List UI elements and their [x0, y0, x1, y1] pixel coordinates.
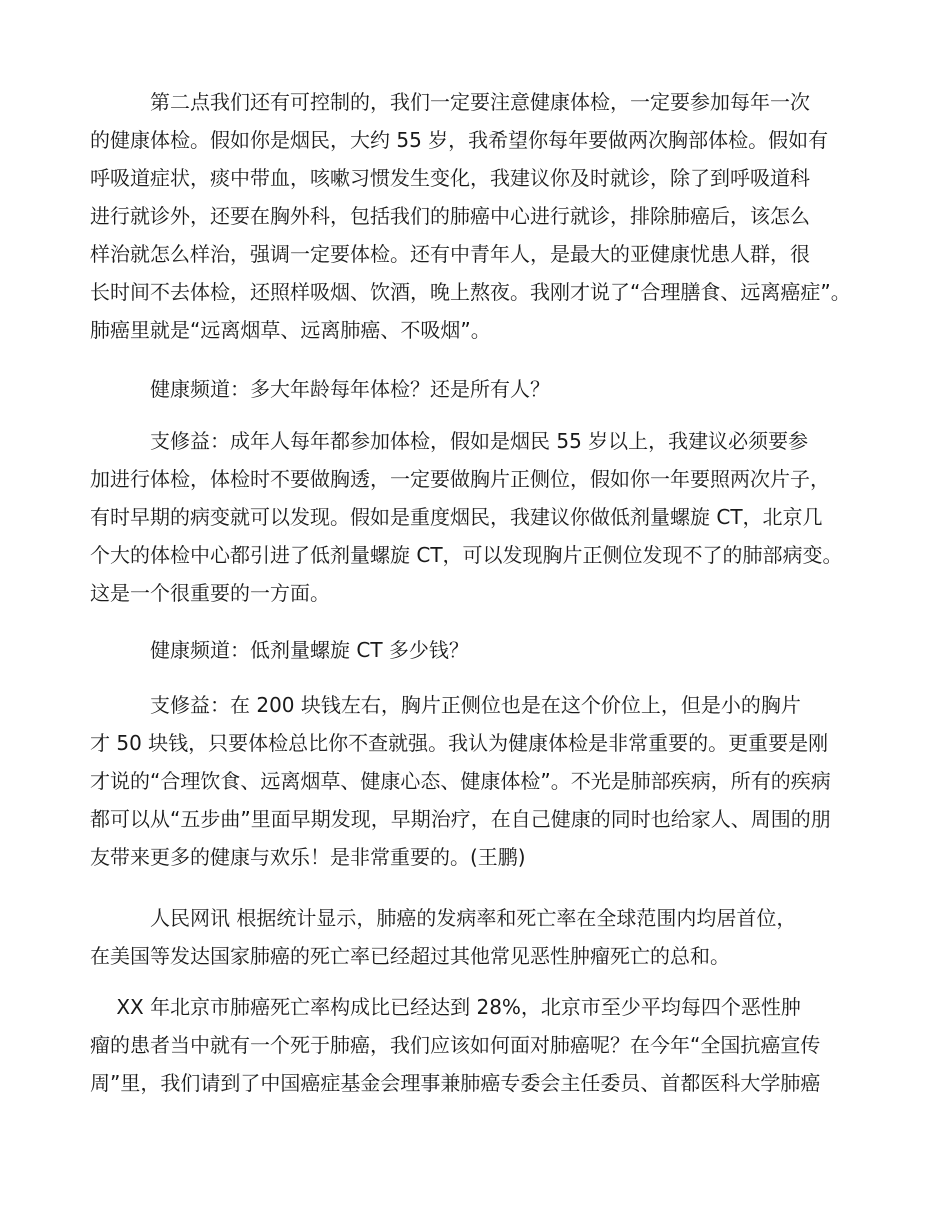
text-line: 呼吸道症状，痰中带血，咳嗽习惯发生变化，我建议你及时就诊，除了到呼吸道科	[90, 166, 810, 190]
text-line: 才说的“合理饮食、远离烟草、健康心态、健康体检”。不光是肺部疾病，所有的疾病	[90, 769, 831, 793]
text-line: 都可以从“五步曲”里面早期发现，早期治疗，在自己健康的同时也给家人、周围的朋	[90, 807, 831, 831]
text-line: 的健康体检。假如你是烟民，大约 55 岁，我希望你每年要做两次胸部体检。假如有	[90, 128, 829, 152]
paragraph-question-ct-cost	[90, 631, 469, 669]
text-line: 肺癌里就是“远离烟草、远离肺癌、不吸烟”。	[90, 318, 491, 342]
text-line: 瘤的患者当中就有一个死于肺癌，我们应该如何面对肺癌呢？在今年“全国抗癌宣传	[90, 1033, 821, 1057]
text-line: 长时间不去体检，还照样吸烟、饮酒，晚上熬夜。我刚才说了“合理膳食、远离癌症”。	[90, 280, 851, 304]
paragraph-health-checkup	[90, 83, 851, 349]
text-line: XX 年北京市肺癌死亡率构成比已经达到 28%，北京市至少平均每四个恶性肿	[90, 995, 801, 1019]
paragraph-question-age	[90, 370, 550, 408]
text-line: 个大的体检中心都引进了低剂量螺旋 CT，可以发现胸片正侧位发现不了的肺部病变。	[90, 543, 843, 567]
text-line: 进行就诊外，还要在胸外科，包括我们的肺癌中心进行就诊，排除肺癌后，该怎么	[90, 204, 810, 228]
text-line: 第二点我们还有可控制的，我们一定要注意健康体检，一定要参加每年一次	[90, 90, 810, 114]
paragraph-news-intro	[90, 899, 796, 975]
text-line: 支修益：成年人每年都参加体检，假如是烟民 55 岁以上，我建议必须要参	[90, 429, 809, 453]
text-line: 样治就怎么样治，强调一定要体检。还有中青年人，是最大的亚健康忧患人群，很	[90, 242, 810, 266]
text-line: 人民网讯 根据统计显示，肺癌的发病率和死亡率在全球范围内均居首位，	[90, 906, 797, 930]
text-line: 才 50 块钱，只要体检总比你不查就强。我认为健康体检是非常重要的。更重要是刚	[90, 731, 829, 755]
text-line: 在美国等发达国家肺癌的死亡率已经超过其他常见恶性肿瘤死亡的总和。	[90, 944, 730, 968]
text-line: 有时早期的病变就可以发现。假如是重度烟民，我建议你做低剂量螺旋 CT，北京几	[90, 505, 823, 529]
text-line: 健康频道：多大年龄每年体检？还是所有人？	[90, 377, 550, 401]
paragraph-beijing-statistics	[90, 988, 820, 1102]
text-line: 周”里，我们请到了中国癌症基金会理事兼肺癌专委会主任委员、首都医科大学肺癌	[90, 1071, 821, 1095]
paragraph-answer-cost	[90, 686, 831, 876]
text-line: 加进行体检，体检时不要做胸透，一定要做胸片正侧位，假如你一年要照两次片子，	[90, 467, 830, 491]
text-line: 这是一个很重要的一方面。	[90, 581, 330, 605]
paragraph-answer-adults	[90, 422, 843, 612]
text-line: 支修益：在 200 块钱左右，胸片正侧位也是在这个价位上，但是小的胸片	[90, 693, 801, 717]
text-line: 健康频道：低剂量螺旋 CT 多少钱？	[90, 638, 469, 662]
text-line: 友带来更多的健康与欢乐！是非常重要的。(王鹏)	[90, 845, 526, 869]
